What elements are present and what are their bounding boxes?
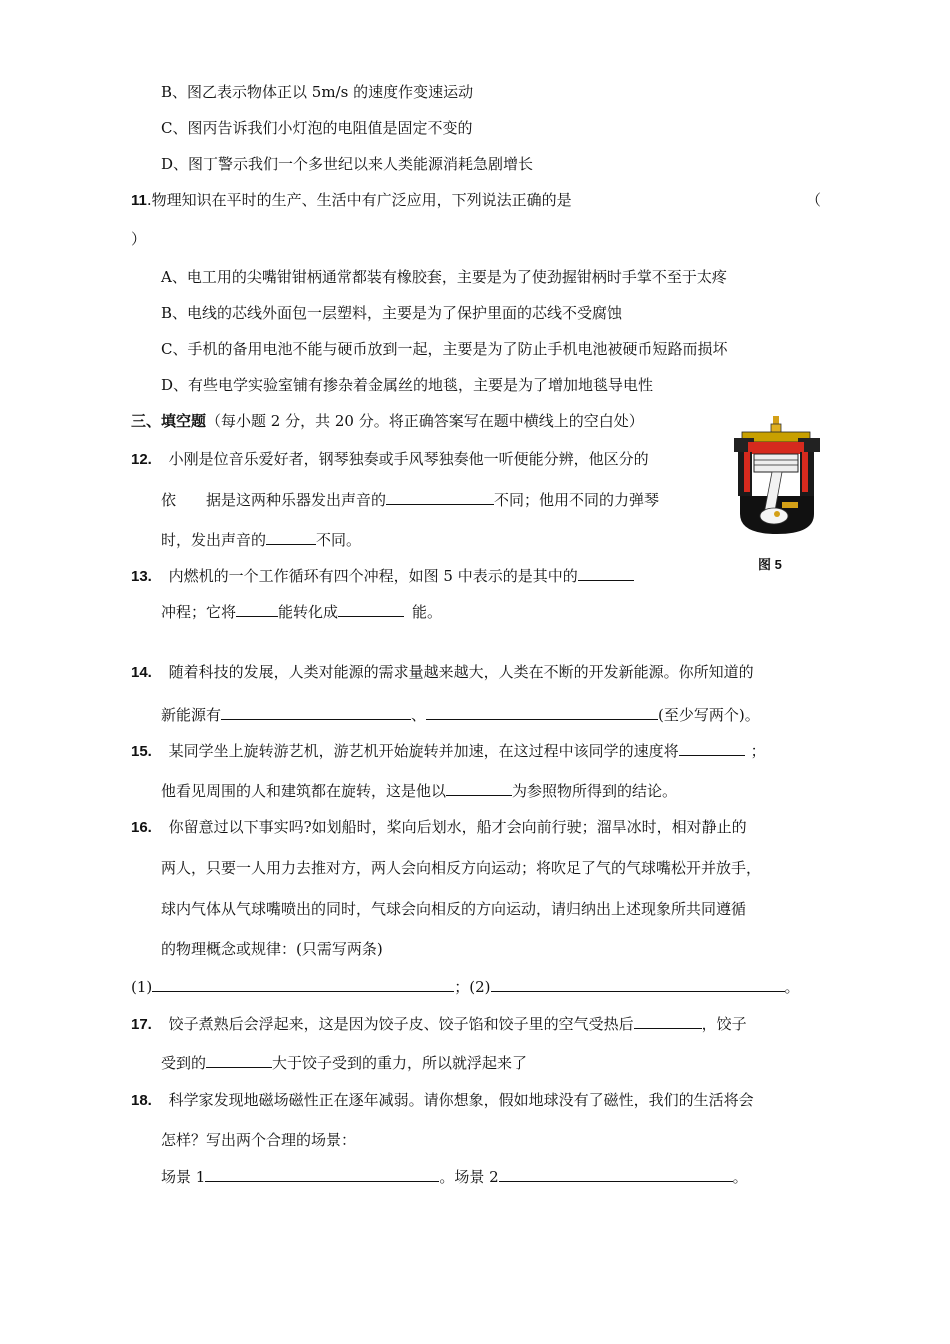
answer-paren-open: （ — [806, 191, 822, 209]
answer-blank[interactable] — [152, 977, 454, 992]
question-14 — [131, 662, 754, 683]
question-text: 随着科技的发展，人类对能源的需求量越来越大，人类在不断的开发新能源。你所知道的 — [168, 663, 754, 681]
question-13-line2 — [161, 602, 442, 622]
answer-blank[interactable] — [338, 602, 404, 617]
question-17-line2 — [161, 1053, 527, 1073]
answer-blank[interactable] — [205, 1167, 439, 1182]
answer-blank[interactable] — [206, 1053, 272, 1068]
figure-caption: 图 5 — [758, 557, 782, 572]
question-text: 科学家发现地磁场磁性正在逐年减弱。请你想象，假如地球没有了磁性，我们的生活将会 — [168, 1091, 754, 1109]
question-15 — [131, 741, 766, 762]
question-13 — [131, 566, 634, 587]
question-number: 11 — [131, 192, 147, 209]
question-17 — [131, 1014, 747, 1035]
question-text: 、 — [411, 706, 427, 724]
question-16-line3: 球内气体从气球嘴喷出的同时，气球会向相反的方向运动，请归纳出上述现象所共同遵循 — [161, 900, 747, 918]
question-12 — [131, 449, 649, 470]
question-text: 能转化成 — [278, 603, 339, 621]
question-18 — [131, 1090, 754, 1111]
engine-cylinder-icon — [734, 416, 820, 536]
question-text: 某同学坐上旋转游艺机，游艺机开始旋转并加速，在这过程中该同学的速度将 — [168, 742, 679, 760]
option-d: D、有些电学实验室铺有掺杂着金属丝的地毯，主要是为了增加地毯导电性 — [161, 376, 654, 394]
question-16-line4: 的物理概念或规律：(只需写两条) — [161, 940, 383, 958]
question-number: 15. — [131, 743, 152, 760]
question-14-line2 — [161, 705, 760, 725]
question-text: 依 据是这两种乐器发出声音的 — [161, 491, 387, 509]
question-number: 16. — [131, 819, 152, 836]
answer-label: 场景 1 — [161, 1168, 206, 1186]
question-text: 饺子煮熟后会浮起来，这是因为饺子皮、饺子馅和饺子里的空气受热后 — [168, 1015, 634, 1033]
section-title: 三、填空题 — [131, 412, 207, 430]
answer-blank[interactable] — [266, 530, 316, 545]
question-text: 时，发出声音的 — [161, 531, 267, 549]
question-text: ； — [750, 742, 766, 760]
question-text: 大于饺子受到的重力，所以就浮起来了 — [272, 1054, 528, 1072]
answer-label: 。场景 2 — [439, 1168, 499, 1186]
question-number: 12. — [131, 451, 152, 468]
question-number: 18. — [131, 1092, 152, 1109]
answer-paren-close: ） — [131, 230, 147, 248]
question-16-answers — [131, 977, 800, 997]
option-c: C、手机的备用电池不能与硬币放到一起，主要是为了防止手机电池被硬币短路而损坏 — [161, 340, 728, 358]
answer-blank[interactable] — [679, 741, 745, 756]
question-text: 不同。 — [316, 531, 362, 549]
answer-blank[interactable] — [491, 977, 785, 992]
question-text: 内燃机的一个工作循环有四个冲程，如图 5 中表示的是其中的 — [168, 567, 578, 585]
question-12-line2 — [161, 490, 659, 510]
answer-blank[interactable] — [221, 705, 411, 720]
question-18-scenes — [161, 1167, 748, 1187]
question-text: 不同；他用不同的力弹琴 — [494, 491, 660, 509]
option-b: B、电线的芯线外面包一层塑料，主要是为了保护里面的芯线不受腐蚀 — [161, 304, 623, 322]
question-text: 新能源有 — [161, 706, 222, 724]
question-text: 小刚是位音乐爱好者，钢琴独奏或手风琴独奏他一听便能分辨，他区分的 — [168, 450, 649, 468]
answer-blank[interactable] — [499, 1167, 733, 1182]
section-heading — [131, 411, 644, 431]
question-text: ，饺子 — [701, 1015, 747, 1033]
answer-blank[interactable] — [578, 566, 634, 581]
question-text: 他看见周围的人和建筑都在旋转，这是他以 — [161, 782, 447, 800]
answer-blank[interactable] — [236, 602, 278, 617]
question-16-line2: 两人，只要一人用力去推对方，两人会向相反方向运动；将吹足了气的气球嘴松开并放手， — [161, 859, 762, 877]
question-text: (至少写两个)。 — [658, 706, 760, 724]
answer-blank[interactable] — [634, 1014, 702, 1029]
option-d-prev: D、图丁警示我们一个多世纪以来人类能源消耗急剧增长 — [161, 155, 534, 173]
answer-blank[interactable] — [426, 705, 658, 720]
question-11 — [131, 190, 572, 211]
question-number: 13. — [131, 568, 152, 585]
question-number: 14. — [131, 664, 152, 681]
question-18-line2: 怎样？写出两个合理的场景： — [161, 1131, 357, 1149]
question-12-line3 — [161, 530, 361, 550]
answer-blank[interactable] — [446, 781, 512, 796]
answer-label: (1) — [131, 978, 153, 996]
question-text: 你留意过以下事实吗?如划船时，桨向后划水，船才会向前行驶；溜旱冰时，相对静止的 — [168, 818, 747, 836]
question-15-line2 — [161, 781, 677, 801]
engine-cylinder-figure — [734, 416, 820, 536]
answer-blank[interactable] — [386, 490, 494, 505]
question-text: 冲程；它将 — [161, 603, 237, 621]
option-b-prev: B、图乙表示物体正以 5m/s 的速度作变速运动 — [161, 83, 474, 101]
option-a: A、电工用的尖嘴钳钳柄通常都装有橡胶套，主要是为了使劲握钳柄时手掌不至于太疼 — [161, 268, 727, 286]
answer-label: 。 — [732, 1168, 748, 1186]
question-text: 能。 — [412, 603, 443, 621]
question-text: 受到的 — [161, 1054, 207, 1072]
option-c-prev: C、图丙告诉我们小灯泡的电阻值是固定不变的 — [161, 119, 473, 137]
question-text: 为参照物所得到的结论。 — [512, 782, 678, 800]
question-number: 17. — [131, 1016, 152, 1033]
question-16 — [131, 817, 747, 838]
section-note: （每小题 2 分，共 20 分。将正确答案写在题中横线上的空白处） — [206, 412, 644, 430]
answer-label: ；(2) — [454, 978, 491, 996]
answer-label: 。 — [784, 978, 800, 996]
question-text: .物理知识在平时的生产、生活中有广泛应用，下列说法正确的是 — [146, 191, 572, 209]
